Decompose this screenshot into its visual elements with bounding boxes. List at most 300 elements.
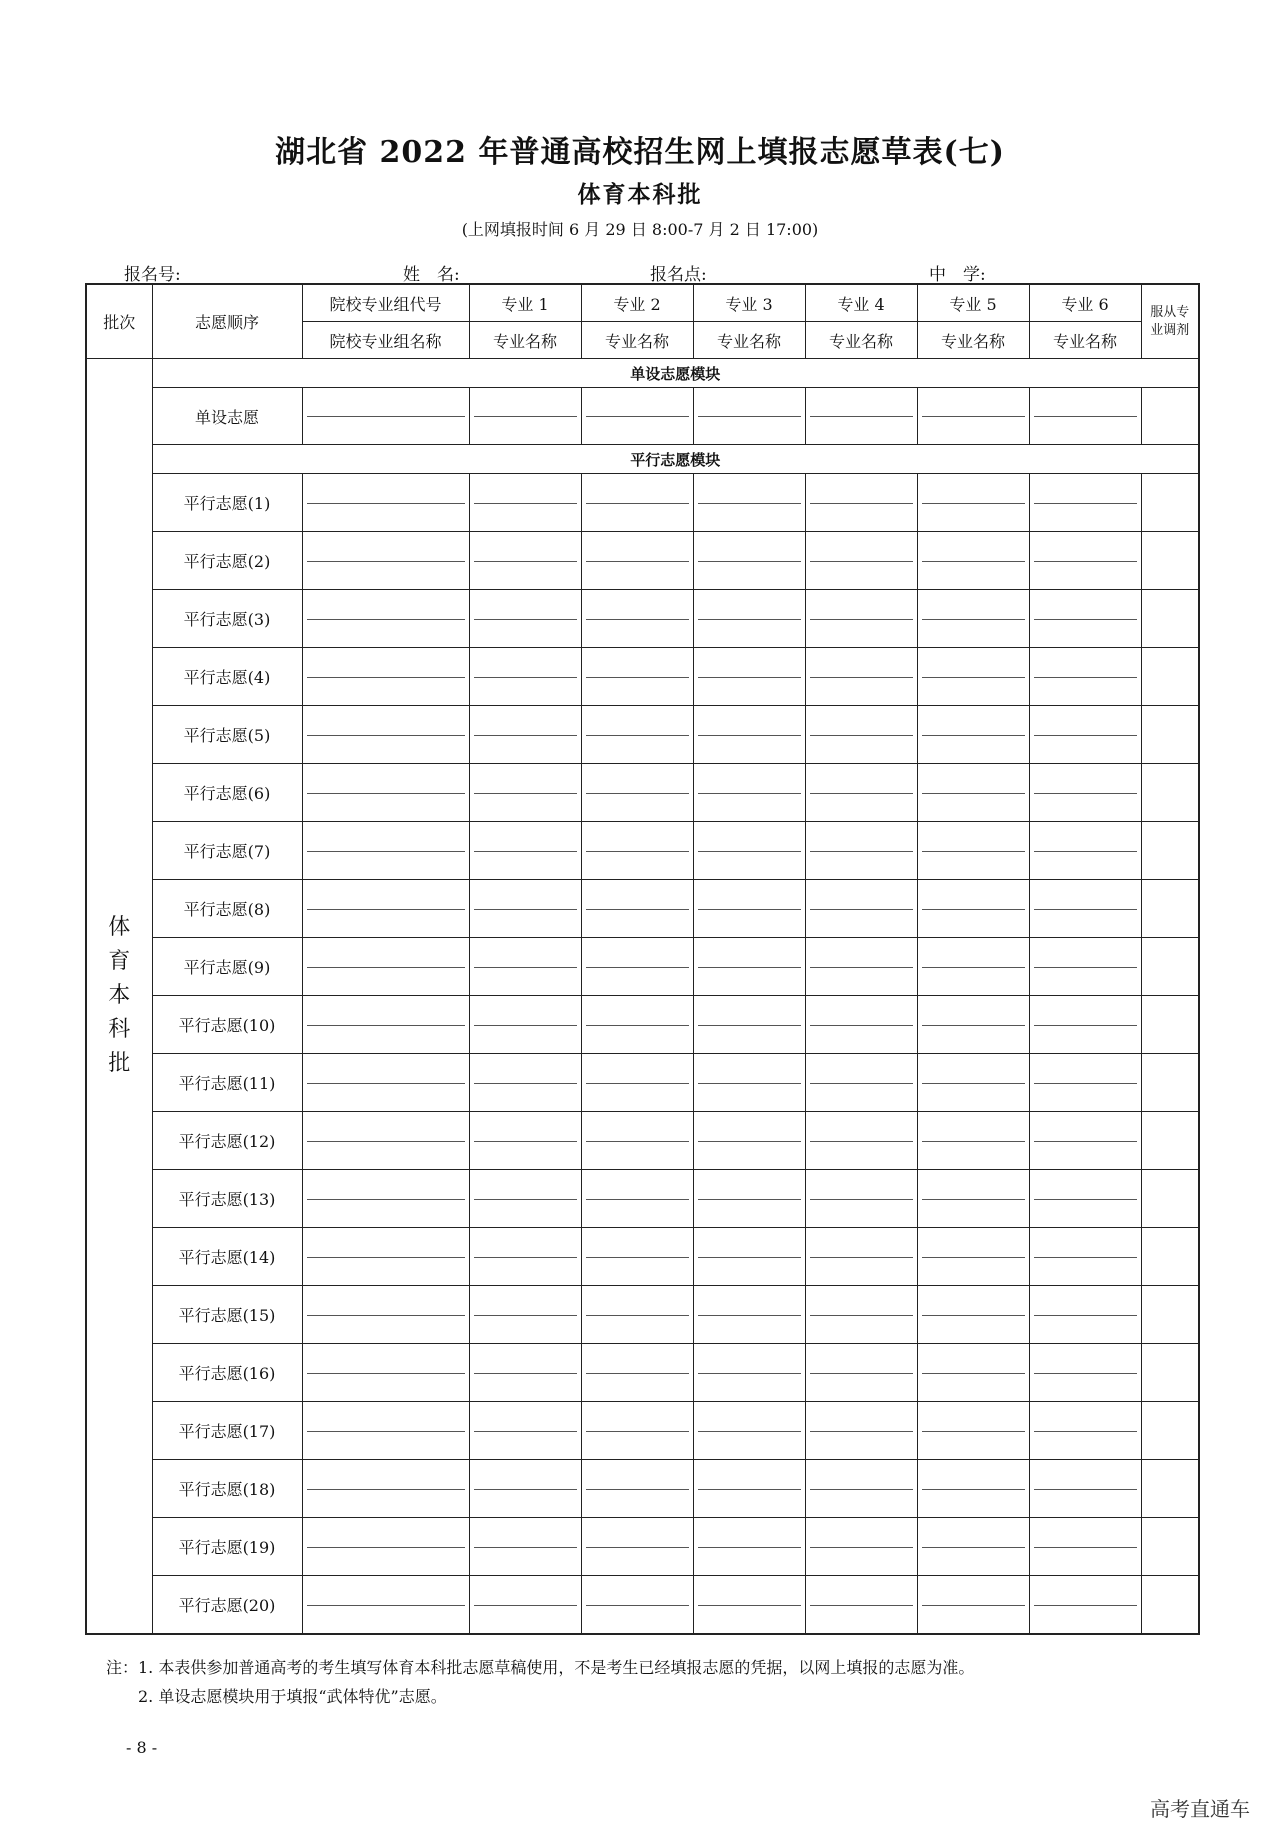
parallel-choice-row bbox=[86, 1054, 1199, 1112]
parallel-19-adjust-field[interactable] bbox=[1141, 1518, 1199, 1576]
field-divider-line bbox=[922, 1141, 1025, 1142]
parallel-12-major-5-field[interactable] bbox=[917, 1112, 1029, 1170]
parallel-6-major-5-field[interactable] bbox=[917, 764, 1029, 822]
parallel-10-major-4-field[interactable] bbox=[805, 996, 917, 1054]
parallel-18-major-2-field[interactable] bbox=[581, 1460, 693, 1518]
parallel-8-major-1-field[interactable] bbox=[469, 880, 581, 938]
parallel-11-group-field[interactable] bbox=[302, 1054, 469, 1112]
parallel-18-major-4-field[interactable] bbox=[805, 1460, 917, 1518]
header-major-name: 专业名称 bbox=[693, 322, 805, 359]
parallel-16-group-field[interactable] bbox=[302, 1344, 469, 1402]
parallel-16-major-5-field[interactable] bbox=[917, 1344, 1029, 1402]
footnotes bbox=[106, 1653, 974, 1711]
field-divider-line bbox=[474, 619, 577, 620]
parallel-13-major-6-field[interactable] bbox=[1029, 1170, 1141, 1228]
parallel-9-major-1-field[interactable] bbox=[469, 938, 581, 996]
single-group-field[interactable] bbox=[302, 388, 469, 445]
field-divider-line bbox=[586, 1257, 689, 1258]
parallel-14-major-1-field[interactable] bbox=[469, 1228, 581, 1286]
field-divider-line bbox=[474, 416, 577, 417]
field-divider-line bbox=[922, 793, 1025, 794]
parallel-15-major-2-field[interactable] bbox=[581, 1286, 693, 1344]
parallel-19-group-field[interactable] bbox=[302, 1518, 469, 1576]
parallel-1-adjust-field[interactable] bbox=[1141, 474, 1199, 532]
parallel-6-major-2-field[interactable] bbox=[581, 764, 693, 822]
parallel-9-major-3-field[interactable] bbox=[693, 938, 805, 996]
field-divider-line bbox=[922, 1025, 1025, 1026]
field-divider-line bbox=[810, 561, 913, 562]
field-divider-line bbox=[922, 1373, 1025, 1374]
field-divider-line bbox=[922, 416, 1025, 417]
field-divider-line bbox=[307, 735, 465, 736]
parallel-8-major-3-field[interactable] bbox=[693, 880, 805, 938]
field-divider-line bbox=[1034, 1605, 1137, 1606]
field-divider-line bbox=[810, 909, 913, 910]
field-divider-line bbox=[586, 735, 689, 736]
parallel-10-adjust-field[interactable] bbox=[1141, 996, 1199, 1054]
field-divider-line bbox=[307, 909, 465, 910]
field-divider-line bbox=[810, 1489, 913, 1490]
parallel-11-major-2-field[interactable] bbox=[581, 1054, 693, 1112]
header-major-1: 专业 1 bbox=[469, 284, 581, 322]
parallel-7-major-3-field[interactable] bbox=[693, 822, 805, 880]
parallel-7-adjust-field[interactable] bbox=[1141, 822, 1199, 880]
parallel-13-major-1-field[interactable] bbox=[469, 1170, 581, 1228]
parallel-11-major-5-field[interactable] bbox=[917, 1054, 1029, 1112]
parallel-1-major-6-field[interactable] bbox=[1029, 474, 1141, 532]
parallel-5-major-3-field[interactable] bbox=[693, 706, 805, 764]
parallel-9-group-field[interactable] bbox=[302, 938, 469, 996]
header-major-3: 专业 3 bbox=[693, 284, 805, 322]
page-number: - 8 - bbox=[126, 1738, 158, 1757]
parallel-choice-label: 平行志愿(4) bbox=[152, 648, 302, 706]
parallel-1-major-2-field[interactable] bbox=[581, 474, 693, 532]
field-divider-line bbox=[1034, 677, 1137, 678]
parallel-17-major-5-field[interactable] bbox=[917, 1402, 1029, 1460]
parallel-20-adjust-field[interactable] bbox=[1141, 1576, 1199, 1635]
registration-site-label: 报名点: bbox=[650, 265, 707, 285]
parallel-7-major-4-field[interactable] bbox=[805, 822, 917, 880]
parallel-choice-label: 平行志愿(5) bbox=[152, 706, 302, 764]
parallel-1-major-3-field[interactable] bbox=[693, 474, 805, 532]
parallel-17-major-4-field[interactable] bbox=[805, 1402, 917, 1460]
field-divider-line bbox=[474, 1199, 577, 1200]
parallel-13-major-5-field[interactable] bbox=[917, 1170, 1029, 1228]
field-divider-line bbox=[698, 1025, 801, 1026]
parallel-5-major-1-field[interactable] bbox=[469, 706, 581, 764]
parallel-14-group-field[interactable] bbox=[302, 1228, 469, 1286]
field-divider-line bbox=[1034, 793, 1137, 794]
parallel-20-major-2-field[interactable] bbox=[581, 1576, 693, 1635]
field-divider-line bbox=[698, 1605, 801, 1606]
parallel-18-major-6-field[interactable] bbox=[1029, 1460, 1141, 1518]
header-group-name: 院校专业组名称 bbox=[302, 322, 469, 359]
parallel-choice-label: 平行志愿(14) bbox=[152, 1228, 302, 1286]
parallel-8-major-5-field[interactable] bbox=[917, 880, 1029, 938]
parallel-14-major-3-field[interactable] bbox=[693, 1228, 805, 1286]
field-divider-line bbox=[1034, 503, 1137, 504]
parallel-17-group-field[interactable] bbox=[302, 1402, 469, 1460]
parallel-12-major-1-field[interactable] bbox=[469, 1112, 581, 1170]
parallel-19-major-2-field[interactable] bbox=[581, 1518, 693, 1576]
field-divider-line bbox=[698, 851, 801, 852]
parallel-3-major-2-field[interactable] bbox=[581, 590, 693, 648]
field-divider-line bbox=[810, 1547, 913, 1548]
parallel-choice-row bbox=[86, 764, 1199, 822]
field-divider-line bbox=[307, 1257, 465, 1258]
field-divider-line bbox=[698, 967, 801, 968]
field-divider-line bbox=[474, 1373, 577, 1374]
parallel-1-major-1-field[interactable] bbox=[469, 474, 581, 532]
parallel-13-adjust-field[interactable] bbox=[1141, 1170, 1199, 1228]
field-divider-line bbox=[698, 1141, 801, 1142]
parallel-8-major-4-field[interactable] bbox=[805, 880, 917, 938]
field-divider-line bbox=[922, 503, 1025, 504]
field-divider-line bbox=[698, 561, 801, 562]
field-divider-line bbox=[922, 1257, 1025, 1258]
parallel-3-major-5-field[interactable] bbox=[917, 590, 1029, 648]
field-divider-line bbox=[1034, 619, 1137, 620]
field-divider-line bbox=[698, 677, 801, 678]
parallel-14-major-5-field[interactable] bbox=[917, 1228, 1029, 1286]
parallel-15-group-field[interactable] bbox=[302, 1286, 469, 1344]
batch-name: 体育本科批 bbox=[108, 915, 131, 1076]
field-divider-line bbox=[698, 909, 801, 910]
parallel-20-major-6-field[interactable] bbox=[1029, 1576, 1141, 1635]
field-divider-line bbox=[307, 1373, 465, 1374]
field-divider-line bbox=[810, 619, 913, 620]
header-adjust bbox=[1141, 284, 1199, 359]
parallel-2-major-4-field[interactable] bbox=[805, 532, 917, 590]
single-module-header: 单设志愿模块 bbox=[152, 359, 1199, 388]
parallel-19-major-3-field[interactable] bbox=[693, 1518, 805, 1576]
parallel-choice-row bbox=[86, 1286, 1199, 1344]
field-divider-line bbox=[474, 851, 577, 852]
parallel-6-major-6-field[interactable] bbox=[1029, 764, 1141, 822]
parallel-6-group-field[interactable] bbox=[302, 764, 469, 822]
field-divider-line bbox=[307, 1199, 465, 1200]
parallel-8-major-6-field[interactable] bbox=[1029, 880, 1141, 938]
field-divider-line bbox=[474, 793, 577, 794]
field-divider-line bbox=[1034, 1199, 1137, 1200]
parallel-9-major-5-field[interactable] bbox=[917, 938, 1029, 996]
parallel-2-major-3-field[interactable] bbox=[693, 532, 805, 590]
footnote-2: 2. 单设志愿模块用于填报“武体特优”志愿。 bbox=[106, 1687, 447, 1706]
field-divider-line bbox=[810, 677, 913, 678]
single-major-6-field[interactable] bbox=[1029, 388, 1141, 445]
parallel-16-major-6-field[interactable] bbox=[1029, 1344, 1141, 1402]
field-divider-line bbox=[307, 1315, 465, 1316]
parallel-2-adjust-field[interactable] bbox=[1141, 532, 1199, 590]
field-divider-line bbox=[810, 851, 913, 852]
parallel-20-major-5-field[interactable] bbox=[917, 1576, 1029, 1635]
parallel-13-major-2-field[interactable] bbox=[581, 1170, 693, 1228]
parallel-12-major-2-field[interactable] bbox=[581, 1112, 693, 1170]
parallel-1-major-4-field[interactable] bbox=[805, 474, 917, 532]
parallel-choice-row bbox=[86, 532, 1199, 590]
name-label: 姓 名: bbox=[403, 265, 460, 285]
header-order: 志愿顺序 bbox=[152, 284, 302, 359]
parallel-4-major-5-field[interactable] bbox=[917, 648, 1029, 706]
field-divider-line bbox=[307, 967, 465, 968]
parallel-14-major-4-field[interactable] bbox=[805, 1228, 917, 1286]
parallel-14-adjust-field[interactable] bbox=[1141, 1228, 1199, 1286]
parallel-choice-row bbox=[86, 590, 1199, 648]
parallel-6-major-1-field[interactable] bbox=[469, 764, 581, 822]
parallel-12-major-3-field[interactable] bbox=[693, 1112, 805, 1170]
parallel-5-group-field[interactable] bbox=[302, 706, 469, 764]
field-divider-line bbox=[922, 1083, 1025, 1084]
parallel-18-major-3-field[interactable] bbox=[693, 1460, 805, 1518]
parallel-10-major-3-field[interactable] bbox=[693, 996, 805, 1054]
parallel-choice-row bbox=[86, 1402, 1199, 1460]
single-major-1-field[interactable] bbox=[469, 388, 581, 445]
parallel-15-major-3-field[interactable] bbox=[693, 1286, 805, 1344]
parallel-19-major-4-field[interactable] bbox=[805, 1518, 917, 1576]
parallel-11-major-6-field[interactable] bbox=[1029, 1054, 1141, 1112]
parallel-4-group-field[interactable] bbox=[302, 648, 469, 706]
parallel-15-adjust-field[interactable] bbox=[1141, 1286, 1199, 1344]
field-divider-line bbox=[1034, 1547, 1137, 1548]
parallel-8-major-2-field[interactable] bbox=[581, 880, 693, 938]
parallel-11-adjust-field[interactable] bbox=[1141, 1054, 1199, 1112]
parallel-choice-row bbox=[86, 1112, 1199, 1170]
field-divider-line bbox=[586, 851, 689, 852]
field-divider-line bbox=[586, 1315, 689, 1316]
parallel-19-major-1-field[interactable] bbox=[469, 1518, 581, 1576]
parallel-4-major-4-field[interactable] bbox=[805, 648, 917, 706]
parallel-7-major-5-field[interactable] bbox=[917, 822, 1029, 880]
header-major-name: 专业名称 bbox=[469, 322, 581, 359]
field-divider-line bbox=[698, 1257, 801, 1258]
parallel-10-major-5-field[interactable] bbox=[917, 996, 1029, 1054]
field-divider-line bbox=[698, 1083, 801, 1084]
field-divider-line bbox=[474, 1547, 577, 1548]
parallel-15-major-1-field[interactable] bbox=[469, 1286, 581, 1344]
field-divider-line bbox=[586, 793, 689, 794]
field-divider-line bbox=[586, 1083, 689, 1084]
parallel-6-major-3-field[interactable] bbox=[693, 764, 805, 822]
parallel-13-major-3-field[interactable] bbox=[693, 1170, 805, 1228]
parallel-3-adjust-field[interactable] bbox=[1141, 590, 1199, 648]
parallel-12-major-6-field[interactable] bbox=[1029, 1112, 1141, 1170]
parallel-17-major-2-field[interactable] bbox=[581, 1402, 693, 1460]
single-major-3-field[interactable] bbox=[693, 388, 805, 445]
parallel-3-major-4-field[interactable] bbox=[805, 590, 917, 648]
parallel-15-major-4-field[interactable] bbox=[805, 1286, 917, 1344]
field-divider-line bbox=[307, 1547, 465, 1548]
field-divider-line bbox=[586, 503, 689, 504]
parallel-15-major-6-field[interactable] bbox=[1029, 1286, 1141, 1344]
field-divider-line bbox=[1034, 909, 1137, 910]
single-choice-label: 单设志愿 bbox=[152, 388, 302, 445]
parallel-18-group-field[interactable] bbox=[302, 1460, 469, 1518]
field-divider-line bbox=[1034, 851, 1137, 852]
field-divider-line bbox=[922, 619, 1025, 620]
parallel-8-adjust-field[interactable] bbox=[1141, 880, 1199, 938]
parallel-10-major-1-field[interactable] bbox=[469, 996, 581, 1054]
parallel-10-group-field[interactable] bbox=[302, 996, 469, 1054]
field-divider-line bbox=[810, 1199, 913, 1200]
field-divider-line bbox=[922, 851, 1025, 852]
parallel-1-major-5-field[interactable] bbox=[917, 474, 1029, 532]
field-divider-line bbox=[922, 677, 1025, 678]
field-divider-line bbox=[1034, 561, 1137, 562]
parallel-3-group-field[interactable] bbox=[302, 590, 469, 648]
parallel-7-group-field[interactable] bbox=[302, 822, 469, 880]
parallel-14-major-6-field[interactable] bbox=[1029, 1228, 1141, 1286]
parallel-3-major-3-field[interactable] bbox=[693, 590, 805, 648]
parallel-2-major-6-field[interactable] bbox=[1029, 532, 1141, 590]
parallel-4-major-1-field[interactable] bbox=[469, 648, 581, 706]
field-divider-line bbox=[810, 416, 913, 417]
parallel-choice-label: 平行志愿(10) bbox=[152, 996, 302, 1054]
header-major-5: 专业 5 bbox=[917, 284, 1029, 322]
field-divider-line bbox=[810, 1257, 913, 1258]
parallel-9-major-2-field[interactable] bbox=[581, 938, 693, 996]
field-divider-line bbox=[922, 561, 1025, 562]
parallel-4-adjust-field[interactable] bbox=[1141, 648, 1199, 706]
parallel-choice-label: 平行志愿(3) bbox=[152, 590, 302, 648]
field-divider-line bbox=[810, 1025, 913, 1026]
field-divider-line bbox=[586, 1373, 689, 1374]
field-divider-line bbox=[1034, 1489, 1137, 1490]
parallel-choice-label: 平行志愿(17) bbox=[152, 1402, 302, 1460]
parallel-7-major-6-field[interactable] bbox=[1029, 822, 1141, 880]
parallel-5-major-5-field[interactable] bbox=[917, 706, 1029, 764]
exam-number-label: 报名号: bbox=[124, 265, 181, 285]
parallel-2-major-2-field[interactable] bbox=[581, 532, 693, 590]
field-divider-line bbox=[586, 1025, 689, 1026]
parallel-20-group-field[interactable] bbox=[302, 1576, 469, 1635]
parallel-6-major-4-field[interactable] bbox=[805, 764, 917, 822]
parallel-3-major-1-field[interactable] bbox=[469, 590, 581, 648]
parallel-10-major-6-field[interactable] bbox=[1029, 996, 1141, 1054]
parallel-16-major-1-field[interactable] bbox=[469, 1344, 581, 1402]
parallel-5-major-6-field[interactable] bbox=[1029, 706, 1141, 764]
parallel-3-major-6-field[interactable] bbox=[1029, 590, 1141, 648]
parallel-choice-label: 平行志愿(9) bbox=[152, 938, 302, 996]
parallel-4-major-3-field[interactable] bbox=[693, 648, 805, 706]
parallel-16-adjust-field[interactable] bbox=[1141, 1344, 1199, 1402]
parallel-6-adjust-field[interactable] bbox=[1141, 764, 1199, 822]
parallel-13-group-field[interactable] bbox=[302, 1170, 469, 1228]
parallel-17-major-6-field[interactable] bbox=[1029, 1402, 1141, 1460]
field-divider-line bbox=[698, 793, 801, 794]
field-divider-line bbox=[1034, 967, 1137, 968]
field-divider-line bbox=[307, 1025, 465, 1026]
parallel-19-major-6-field[interactable] bbox=[1029, 1518, 1141, 1576]
parallel-16-major-4-field[interactable] bbox=[805, 1344, 917, 1402]
parallel-14-major-2-field[interactable] bbox=[581, 1228, 693, 1286]
parallel-11-major-4-field[interactable] bbox=[805, 1054, 917, 1112]
field-divider-line bbox=[698, 619, 801, 620]
parallel-choice-label: 平行志愿(20) bbox=[152, 1576, 302, 1635]
parallel-13-major-4-field[interactable] bbox=[805, 1170, 917, 1228]
field-divider-line bbox=[1034, 416, 1137, 417]
field-divider-line bbox=[307, 677, 465, 678]
parallel-16-major-2-field[interactable] bbox=[581, 1344, 693, 1402]
parallel-choice-label: 平行志愿(11) bbox=[152, 1054, 302, 1112]
parallel-15-major-5-field[interactable] bbox=[917, 1286, 1029, 1344]
parallel-20-major-3-field[interactable] bbox=[693, 1576, 805, 1635]
parallel-choice-row bbox=[86, 1576, 1199, 1635]
parallel-7-major-1-field[interactable] bbox=[469, 822, 581, 880]
single-major-2-field[interactable] bbox=[581, 388, 693, 445]
header-major-6: 专业 6 bbox=[1029, 284, 1141, 322]
single-major-5-field[interactable] bbox=[917, 388, 1029, 445]
parallel-10-major-2-field[interactable] bbox=[581, 996, 693, 1054]
field-divider-line bbox=[810, 1315, 913, 1316]
parallel-choice-row bbox=[86, 1344, 1199, 1402]
parallel-17-major-3-field[interactable] bbox=[693, 1402, 805, 1460]
parallel-4-major-6-field[interactable] bbox=[1029, 648, 1141, 706]
header-major-name: 专业名称 bbox=[581, 322, 693, 359]
parallel-12-group-field[interactable] bbox=[302, 1112, 469, 1170]
field-divider-line bbox=[307, 1431, 465, 1432]
field-divider-line bbox=[810, 1141, 913, 1142]
parallel-2-major-1-field[interactable] bbox=[469, 532, 581, 590]
parallel-11-major-1-field[interactable] bbox=[469, 1054, 581, 1112]
parallel-7-major-2-field[interactable] bbox=[581, 822, 693, 880]
field-divider-line bbox=[922, 1489, 1025, 1490]
parallel-18-major-5-field[interactable] bbox=[917, 1460, 1029, 1518]
parallel-4-major-2-field[interactable] bbox=[581, 648, 693, 706]
page-subtitle: 体育本科批 bbox=[577, 181, 703, 208]
parallel-18-major-1-field[interactable] bbox=[469, 1460, 581, 1518]
parallel-16-major-3-field[interactable] bbox=[693, 1344, 805, 1402]
parallel-choice-row bbox=[86, 474, 1199, 532]
parallel-8-group-field[interactable] bbox=[302, 880, 469, 938]
parallel-17-adjust-field[interactable] bbox=[1141, 1402, 1199, 1460]
parallel-9-major-4-field[interactable] bbox=[805, 938, 917, 996]
single-major-4-field[interactable] bbox=[805, 388, 917, 445]
parallel-20-major-4-field[interactable] bbox=[805, 1576, 917, 1635]
field-divider-line bbox=[307, 1083, 465, 1084]
parallel-5-major-2-field[interactable] bbox=[581, 706, 693, 764]
parallel-2-group-field[interactable] bbox=[302, 532, 469, 590]
parallel-18-adjust-field[interactable] bbox=[1141, 1460, 1199, 1518]
parallel-9-major-6-field[interactable] bbox=[1029, 938, 1141, 996]
field-divider-line bbox=[1034, 1257, 1137, 1258]
parallel-9-adjust-field[interactable] bbox=[1141, 938, 1199, 996]
parallel-19-major-5-field[interactable] bbox=[917, 1518, 1029, 1576]
parallel-5-adjust-field[interactable] bbox=[1141, 706, 1199, 764]
field-divider-line bbox=[586, 416, 689, 417]
field-divider-line bbox=[586, 909, 689, 910]
field-divider-line bbox=[474, 677, 577, 678]
parallel-2-major-5-field[interactable] bbox=[917, 532, 1029, 590]
parallel-choice-row bbox=[86, 648, 1199, 706]
field-divider-line bbox=[1034, 735, 1137, 736]
parallel-choice-row bbox=[86, 880, 1199, 938]
parallel-5-major-4-field[interactable] bbox=[805, 706, 917, 764]
field-divider-line bbox=[810, 1431, 913, 1432]
field-divider-line bbox=[698, 1547, 801, 1548]
parallel-12-major-4-field[interactable] bbox=[805, 1112, 917, 1170]
parallel-17-major-1-field[interactable] bbox=[469, 1402, 581, 1460]
parallel-1-group-field[interactable] bbox=[302, 474, 469, 532]
parallel-12-adjust-field[interactable] bbox=[1141, 1112, 1199, 1170]
parallel-choice-row bbox=[86, 1518, 1199, 1576]
parallel-11-major-3-field[interactable] bbox=[693, 1054, 805, 1112]
parallel-20-major-1-field[interactable] bbox=[469, 1576, 581, 1635]
field-divider-line bbox=[810, 1373, 913, 1374]
parallel-choice-label: 平行志愿(2) bbox=[152, 532, 302, 590]
field-divider-line bbox=[1034, 1431, 1137, 1432]
parallel-choice-label: 平行志愿(6) bbox=[152, 764, 302, 822]
single-adjust-field[interactable] bbox=[1141, 388, 1199, 445]
